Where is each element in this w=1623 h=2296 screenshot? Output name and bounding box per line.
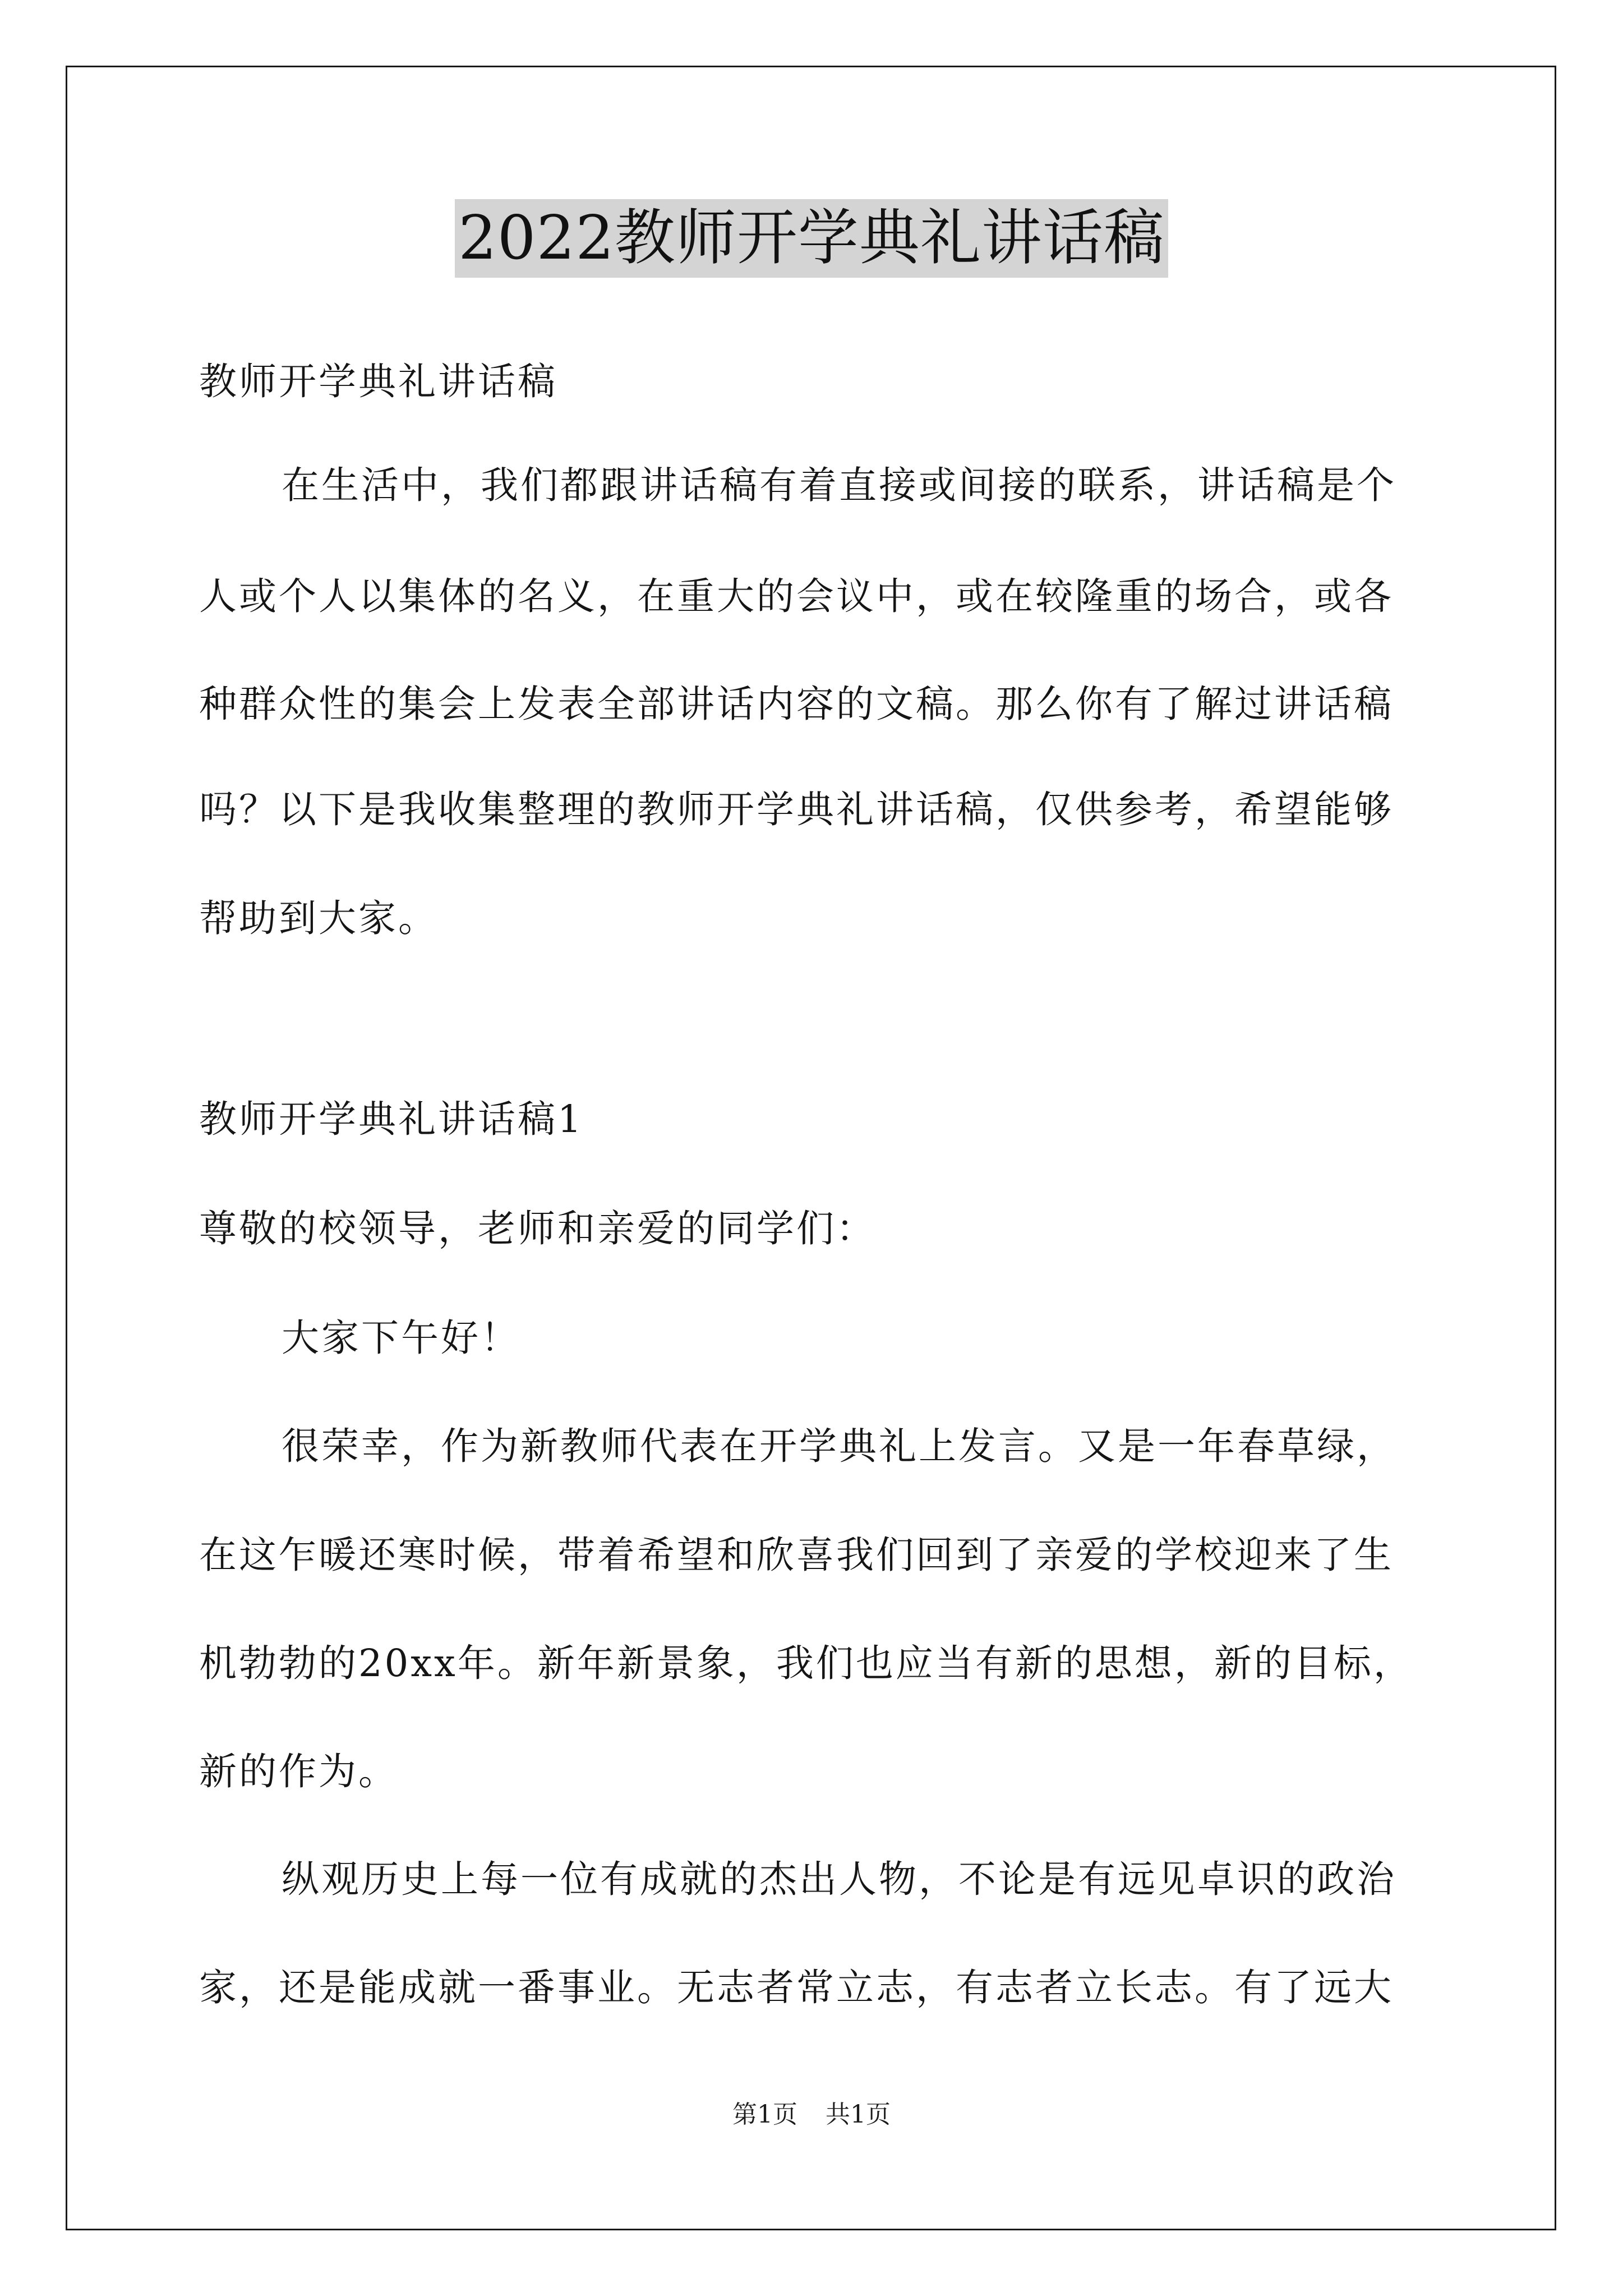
paragraph-line: 帮助到大家。: [199, 896, 438, 940]
paragraph-line: 人或个人以集体的名义，在重大的会议中，或在较隆重的场合，或各: [199, 574, 1394, 618]
page-total: 共1页: [826, 2100, 891, 2129]
paragraph-line: 很荣幸，作为新教师代表在开学典礼上发言。又是一年春草绿，: [282, 1424, 1396, 1468]
document-title: 2022教师开学典礼讲话稿: [455, 199, 1168, 278]
paragraph-line: 纵观历史上每一位有成就的杰出人物，不论是有远见卓识的政治: [282, 1857, 1396, 1901]
paragraph-line: 在这乍暖还寒时候，带着希望和欣喜我们回到了亲爱的学校迎来了生: [199, 1533, 1394, 1577]
paragraph-line: 新的作为。: [199, 1750, 398, 1793]
paragraph-line: 在生活中，我们都跟讲话稿有着直接或间接的联系，讲话稿是个: [282, 463, 1396, 507]
paragraph-line: 机勃勃的20xx年。新年新景象，我们也应当有新的思想，新的目标，: [199, 1641, 1413, 1685]
page-footer: [0, 2098, 1623, 2132]
title-block: [0, 199, 1623, 278]
paragraph-line: 吗？以下是我收集整理的教师开学典礼讲话稿，仅供参考，希望能够: [199, 788, 1394, 831]
greeting-line: 大家下午好！: [282, 1316, 520, 1360]
page-number: 第1页: [732, 2100, 797, 2129]
salutation-line: 尊敬的校领导，老师和亲爱的同学们：: [199, 1207, 876, 1250]
subtitle-line: 教师开学典礼讲话稿: [199, 360, 557, 403]
paragraph-line: 家，还是能成就一番事业。无志者常立志，有志者立长志。有了远大: [199, 1966, 1394, 2009]
paragraph-line: 种群众性的集会上发表全部讲话内容的文稿。那么你有了解过讲话稿: [199, 682, 1394, 726]
section-heading: 教师开学典礼讲话稿1: [199, 1097, 584, 1141]
